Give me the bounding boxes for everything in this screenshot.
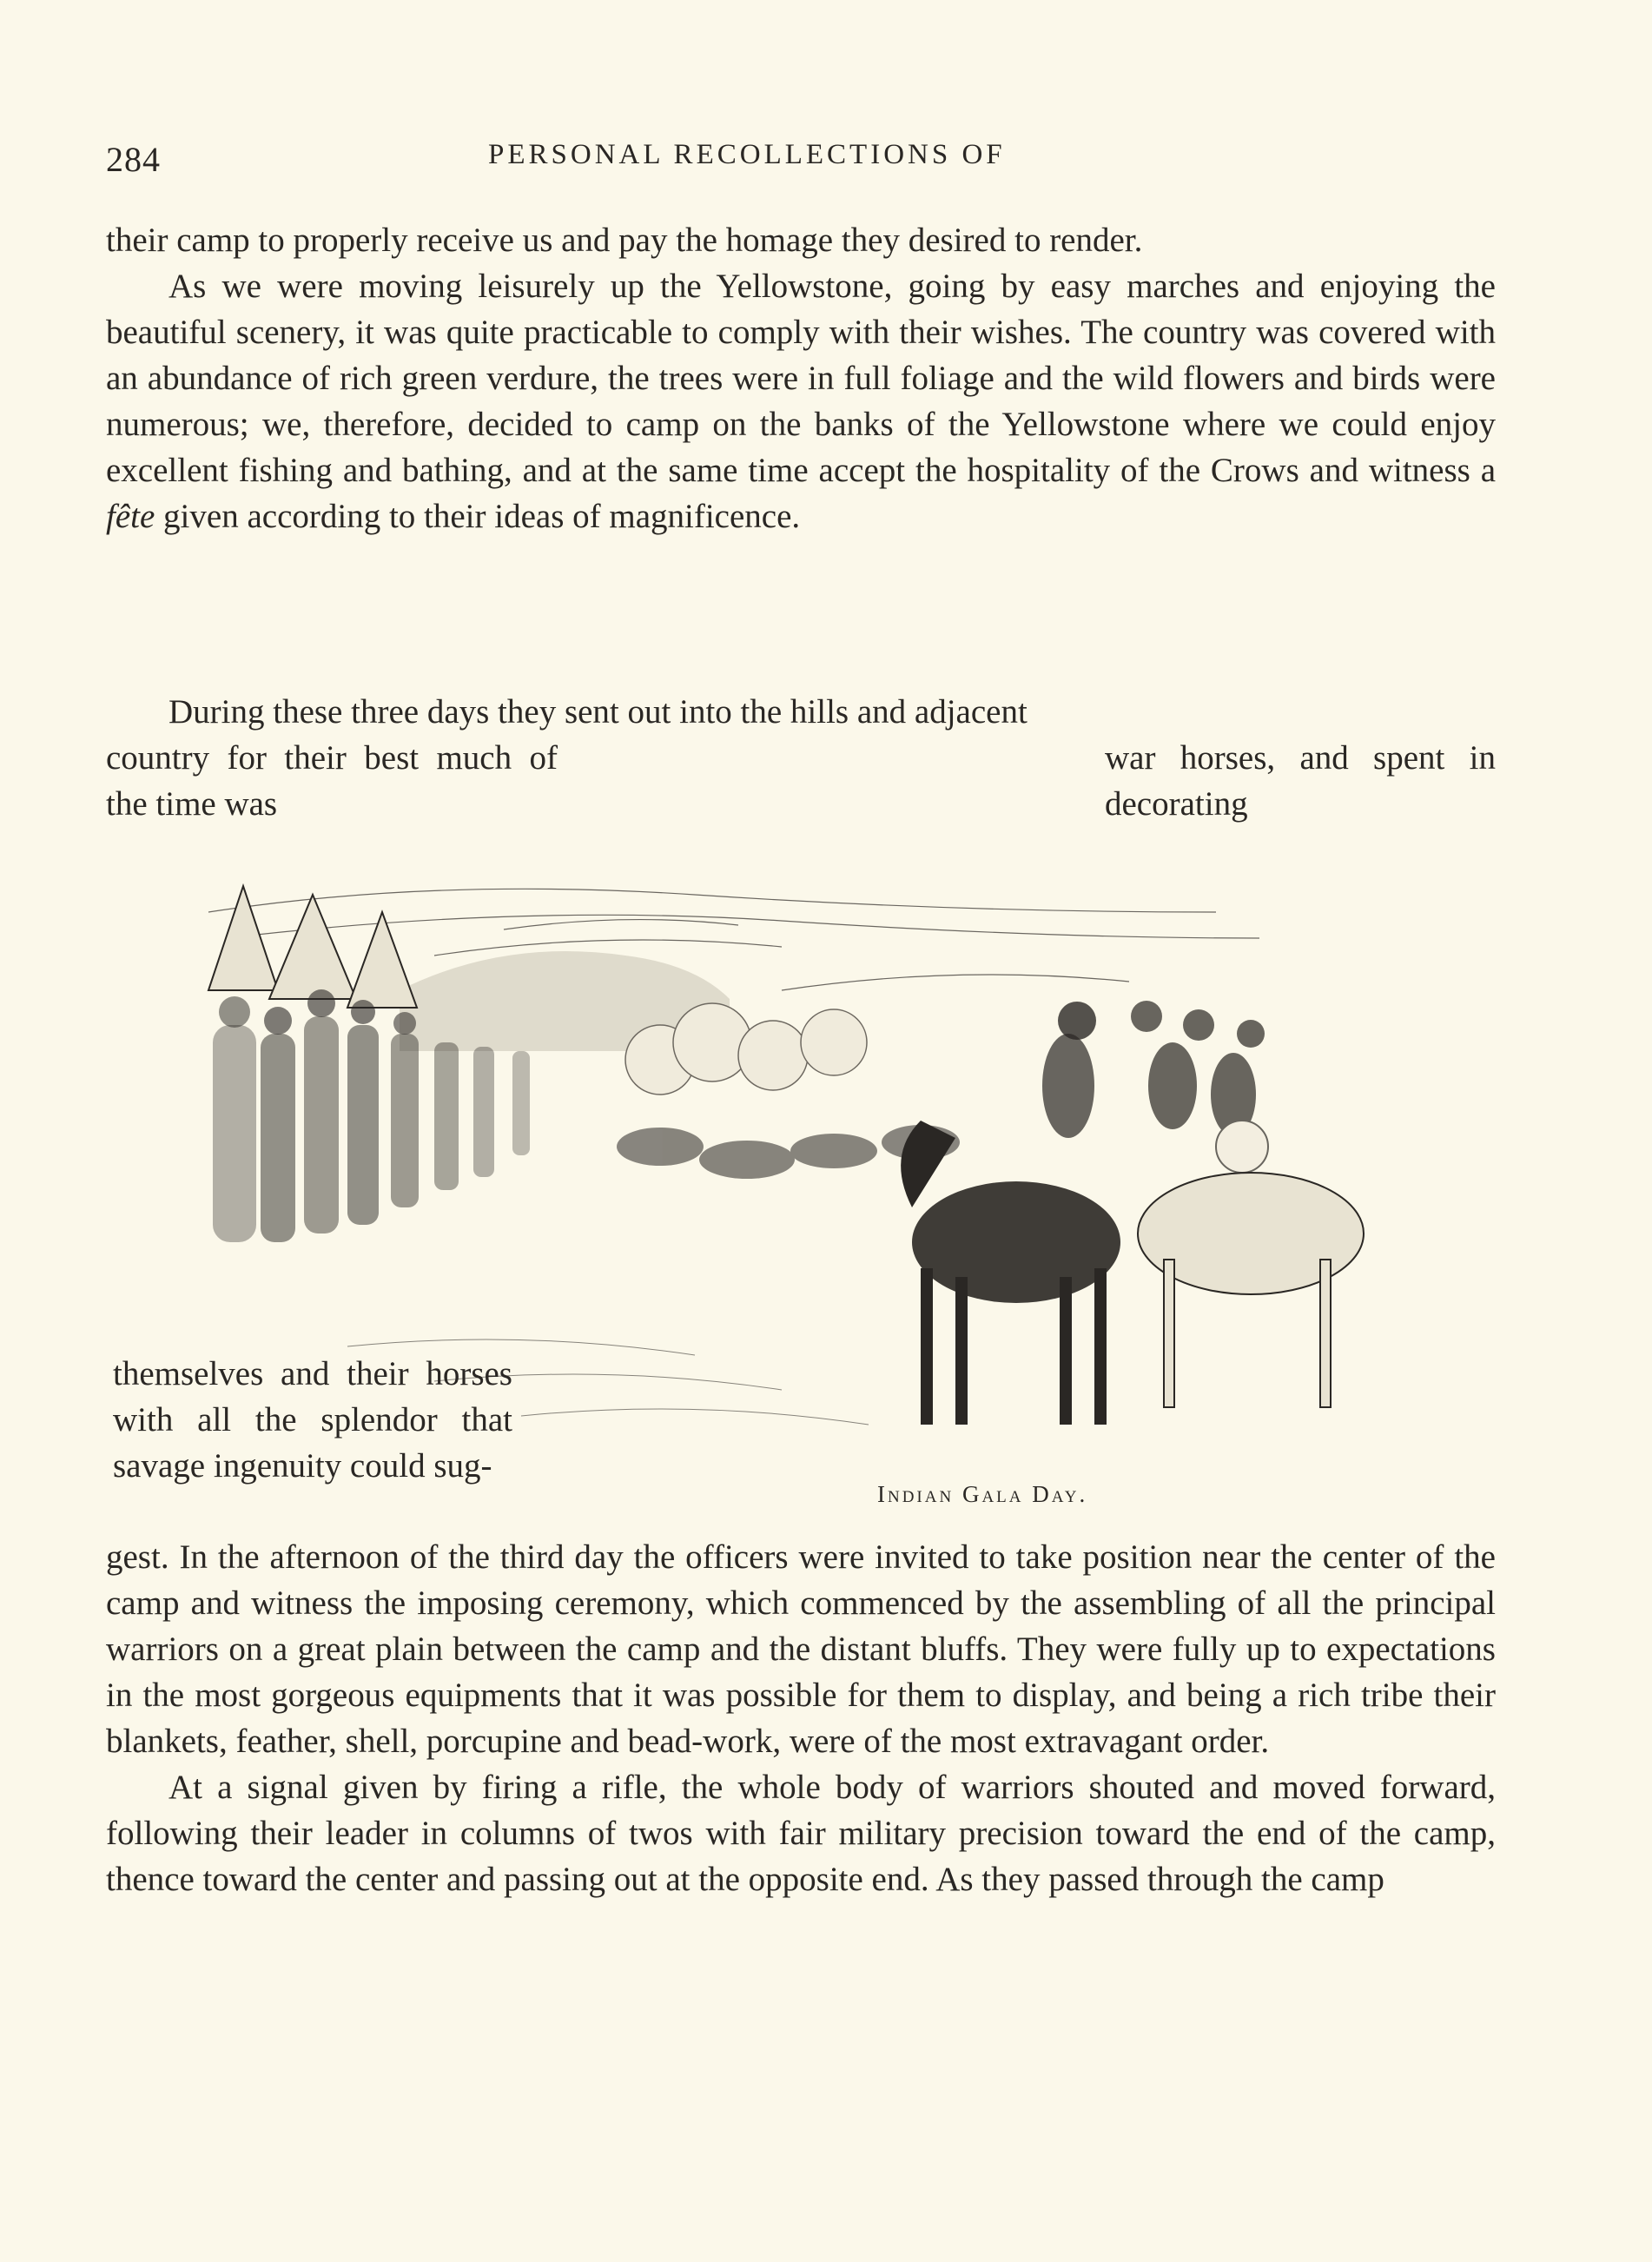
paragraph-4: At a signal given by firing a rifle, the whole body of warriors shouted and moved forward, following their leader in columns of twos with fair military precision toward the end of the camp, thence toward the center and passing out at the opposite end. As they passed through the camp	[106, 1769, 1496, 1898]
running-head: PERSONAL RECOLLECTIONS OF	[488, 139, 1006, 170]
paragraph-2-text-b: given according to their ideas of magnificence.	[155, 498, 801, 535]
paragraph-2	[106, 263, 1496, 539]
paragraph-3-left-column: country for their best much of the time was	[106, 739, 558, 823]
page-header	[106, 139, 1496, 191]
text-block-top	[106, 217, 1496, 539]
paragraph-3-continued: gest. In the afternoon of the third day the officers were invited to take position near the center of the camp and witness the imposing ceremony, which commenced by the assembling of all the principal warriors on a great plain between the camp and the distant bluffs. They were fully up to expectations in the most gorgeous equipments that it was possible for them to display, and being a rich tribe their blankets, feather, shell, porcupine and bead-work, were of the most extravagant order.	[106, 1538, 1496, 1760]
paragraph-3-right-column: war horses, and spent in decorating	[1105, 739, 1496, 823]
illustration-caption: Indian Gala Day.	[877, 1481, 1088, 1507]
paragraph-2-text-a: As we were moving leisurely up the Yellowstone, going by easy marches and enjoying the beautiful scenery, it was quite practicable to comply with their wishes. The country was covered with an abundance of rich green verdure, the trees were in full foliage and the wild flowers and birds were numerous; we, therefore, decided to camp on the banks of the Yellowstone where we could enjoy excellent fishing and bathing, and at the same time accept the hospitality of the Crows and witness a	[106, 268, 1496, 489]
paragraph-3-side-column: themselves and their horses with all the splendor that savage ingenuity could sug-	[113, 1355, 512, 1485]
paragraph-1: their camp to properly receive us and pay the homage they desired to render.	[106, 222, 1143, 259]
text-block-bottom	[106, 1534, 1496, 1902]
page-number: 284	[106, 140, 161, 179]
paragraph-2-italic: fête	[106, 498, 155, 535]
paragraph-3-first-line: During these three days they sent out into the hills and adjacent	[169, 693, 1028, 731]
